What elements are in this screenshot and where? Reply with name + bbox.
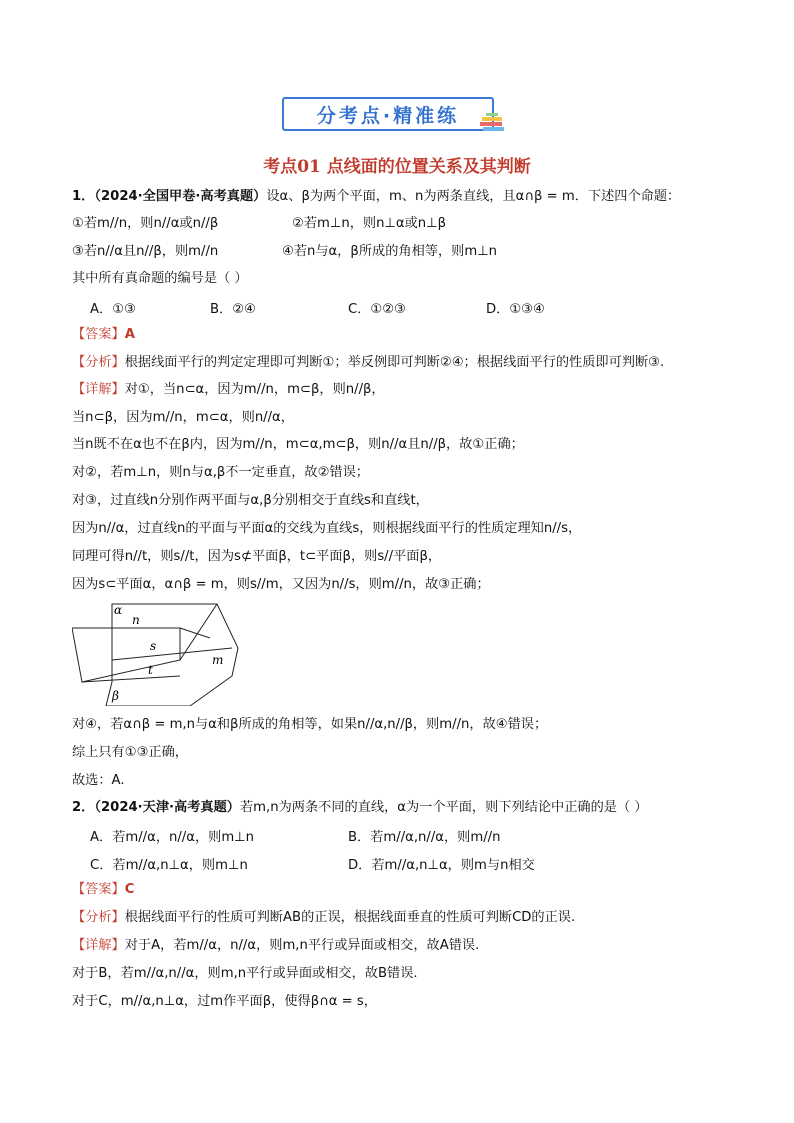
label-beta: β xyxy=(112,689,119,703)
q1-analysis: 根据线面平行的判定定理即可判断①；举反例即可判断②④；根据线面平行的性质即可判断③. xyxy=(124,355,665,370)
q1-detail-line-1 xyxy=(72,381,385,399)
q1-detail-6: 因为n//α，过直线n的平面与平面α的交线为直线s，则根据线面平行的性质定理知n//s， xyxy=(72,521,582,536)
q2-stem-line xyxy=(72,799,648,817)
q2-analysis-line xyxy=(72,909,575,927)
q2-stem: 若m,n为两条不同的直线，α为一个平面，则下列结论中正确的是（ ） xyxy=(240,800,648,815)
planes-figure xyxy=(72,602,244,706)
q2-answer-line xyxy=(72,881,134,899)
q2-detail-2: 对于B，若m//α,n//α，则m,n平行或异面或相交，故B错误. xyxy=(72,966,418,981)
q1-detail-9: 对④，若α∩β = m,n与α和β所成的角相等，如果n//α,n//β，则m//n，故④错误； xyxy=(72,717,548,732)
q2-answer-tag: 【答案】 xyxy=(72,882,125,897)
q2-analysis: 根据线面平行的性质可判断AB的正误，根据线面垂直的性质可判断CD的正误. xyxy=(124,910,576,925)
q1-source: （2024·全国甲卷·高考真题） xyxy=(94,189,267,204)
q1-option-b: B．②④ xyxy=(210,302,256,317)
q1-detail-2: 当n⊂β，因为m//n，m⊂α，则n//α， xyxy=(72,410,294,425)
section-title: 考点01 点线面的位置关系及其判断 xyxy=(263,157,531,177)
q2-detail-line-1 xyxy=(72,937,479,955)
q1-proposition-4: ④若n与α，β所成的角相等，则m⊥n xyxy=(282,244,498,259)
q2-number: 2． xyxy=(72,800,95,815)
q1-analysis-line xyxy=(72,354,664,372)
q1-detail-8: 因为s⊂平面α，α∩β = m，则s//m，又因为n//s，则m//n，故③正确； xyxy=(72,577,490,592)
q2-option-c: C．若m//α,n⊥α，则m⊥n xyxy=(90,858,248,873)
label-t: t xyxy=(148,663,153,677)
q1-option-d: D．①③④ xyxy=(486,302,545,317)
q1-analysis-tag: 【分析】 xyxy=(72,355,125,370)
q1-detail-11: 故选：A. xyxy=(72,773,125,788)
q2-detail-tag: 【详解】 xyxy=(72,938,125,953)
q1-option-a: A．①③ xyxy=(90,302,136,317)
label-s: s xyxy=(150,639,157,653)
q2-option-b: B．若m//α,n//α，则m//n xyxy=(348,830,501,845)
q1-answer-tag: 【答案】 xyxy=(72,327,125,342)
q1-number: 1． xyxy=(72,189,95,204)
q2-detail-3: 对于C，m//α,n⊥α，过m作平面β，使得β∩α = s， xyxy=(72,994,377,1009)
q1-detail-1: 对①，当n⊂α，因为m//n，m⊂β，则n//β， xyxy=(124,382,385,397)
q1-detail-5: 对③，过直线n分别作两平面与α,β分别相交于直线s和直线t， xyxy=(72,493,429,508)
label-alpha: α xyxy=(114,603,123,617)
q1-stem: 设α、β为两个平面，m、n为两条直线，且α∩β = m．下述四个命题： xyxy=(266,189,681,204)
q1-proposition-1: ①若m//n，则n//α或n//β xyxy=(72,216,219,231)
q1-detail-10: 综上只有①③正确， xyxy=(72,745,188,760)
q1-proposition-3: ③若n//α且n//β，则m//n xyxy=(72,244,219,259)
q1-answer-line xyxy=(72,326,135,344)
q1-detail-7: 同理可得n//t，则s//t，因为s⊄平面β，t⊂平面β，则s//平面β， xyxy=(72,549,442,564)
q1-detail-tag: 【详解】 xyxy=(72,382,125,397)
banner-title: 分考点·精准练 xyxy=(316,104,460,127)
q1-option-c: C．①②③ xyxy=(348,302,406,317)
books-icon xyxy=(480,113,506,135)
q1-stem-line xyxy=(72,188,680,206)
q2-option-a: A．若m//α，n//α，则m⊥n xyxy=(90,830,255,845)
q2-analysis-tag: 【分析】 xyxy=(72,910,125,925)
q2-detail-1: 对于A，若m//α，n//α，则m,n平行或异面或相交，故A错误. xyxy=(124,938,480,953)
q1-proposition-2: ②若m⊥n，则n⊥α或n⊥β xyxy=(292,216,447,231)
q1-detail-4: 对②，若m⊥n，则n与α,β不一定垂直，故②错误； xyxy=(72,465,369,480)
q2-source: （2024·天津·高考真题） xyxy=(94,800,240,815)
q2-option-d: D．若m//α,n⊥α，则m与n相交 xyxy=(348,858,535,873)
q1-ask: 其中所有真命题的编号是（ ） xyxy=(72,271,248,286)
label-n: n xyxy=(132,613,140,627)
label-m: m xyxy=(212,653,224,667)
q1-answer: A xyxy=(124,327,135,342)
section-banner xyxy=(282,97,494,131)
q1-detail-3: 当n既不在α也不在β内，因为m//n，m⊂α,m⊂β，则n//α且n//β，故①正确； xyxy=(72,437,524,452)
q2-answer: C xyxy=(124,882,135,897)
